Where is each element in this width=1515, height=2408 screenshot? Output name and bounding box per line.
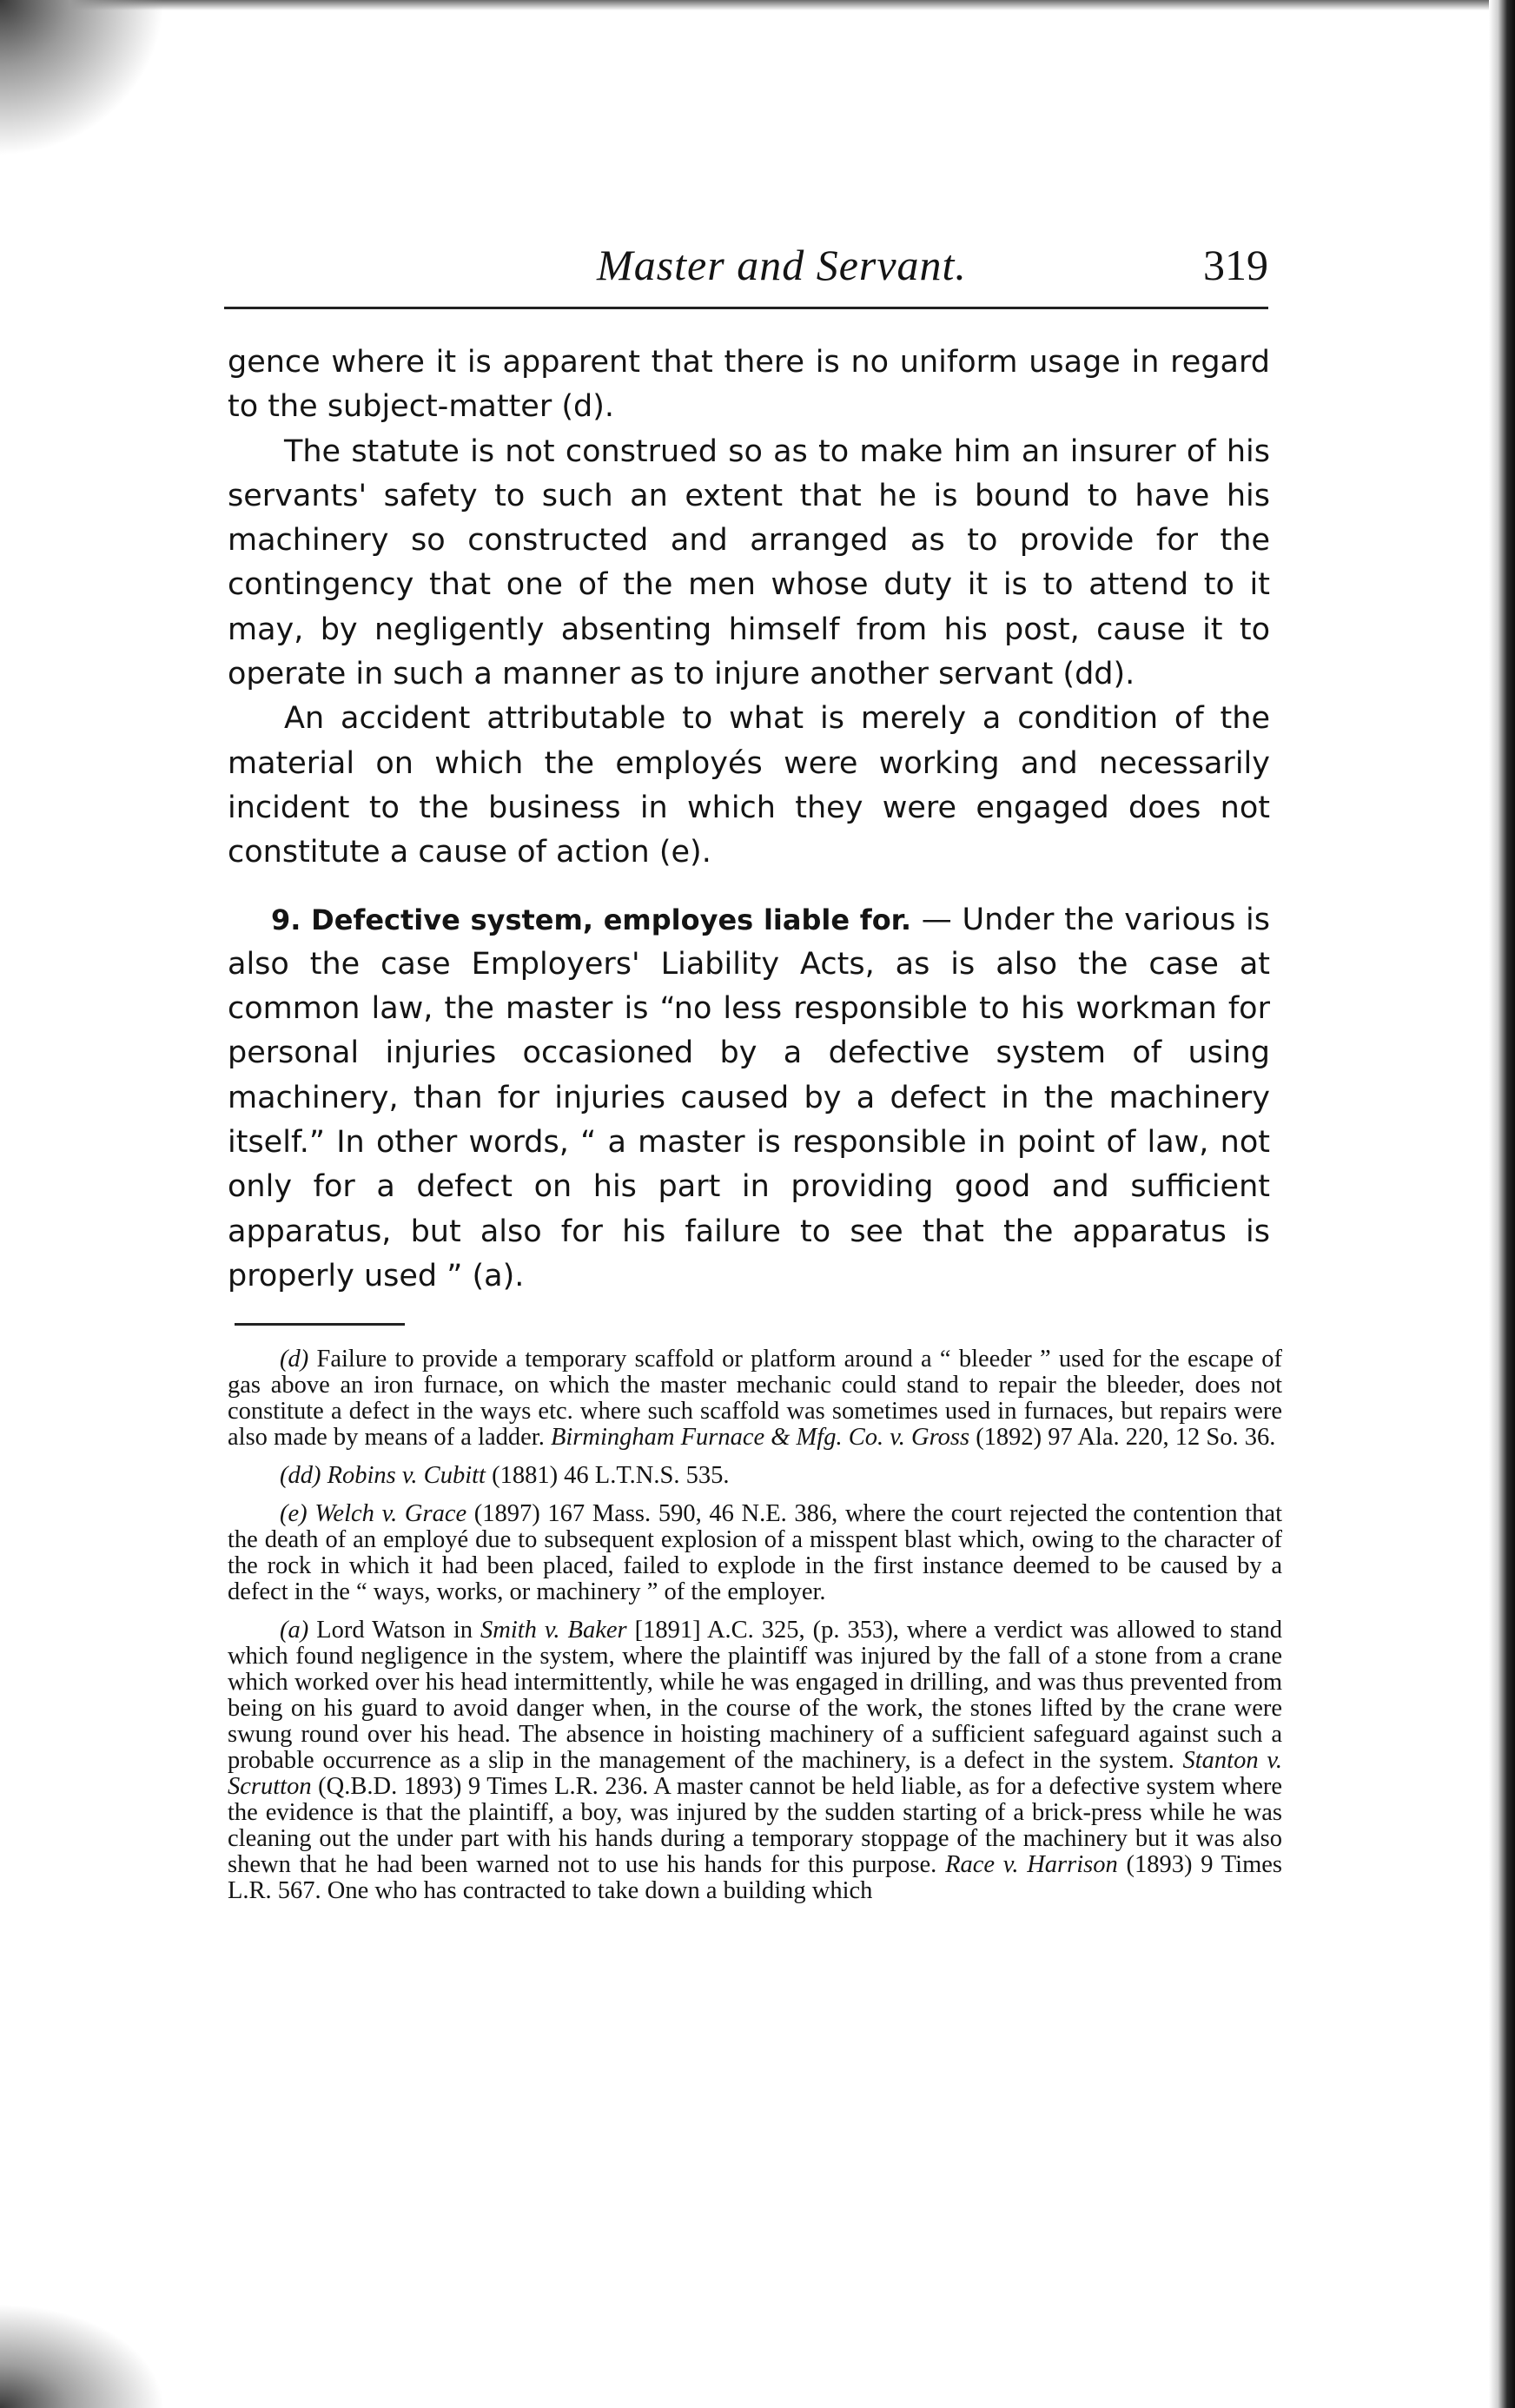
case-name: Birmingham Furnace & Mfg. Co. v. Gross xyxy=(550,1424,970,1451)
footnote-e xyxy=(228,1501,1282,1605)
section-9-paragraph xyxy=(228,898,1270,1300)
footnote-d xyxy=(228,1346,1282,1451)
section-heading: 9. Defective system, employes liable for. xyxy=(271,903,912,936)
case-name: Race v. Harrison xyxy=(945,1851,1118,1878)
footnote-rule xyxy=(235,1323,405,1326)
paragraph-statute: The statute is not construed so as to make him an insurer of his servants' safety to such an extent that he is bound to have his machinery so constructed and arranged as to provide for the contingency that one of the men whose duty it is to attend to it may, by negligently absenting himself from his post, cause it to operate in such a manner as to injure another servant (dd). xyxy=(228,433,1270,692)
footnote-text: [1891] A.C. 325, (p. 353), where a verdict was allowed to stand which found negligence in the system, where the plaintiff was injured by the fall of a stone from a crane which worked over his head intermittently, while he was engaged in drilling, and was thus prevented from being on his guard to avoid danger when, in the course of the work, the stones lifted by the crane were swung round over his head. The absence in hoisting machinery of a sufficient safeguard against such a probable occurrence as a slip in the management of the machinery, is a defect in the system. xyxy=(228,1617,1282,1774)
scan-edge-shadow-top-left xyxy=(0,0,165,156)
scan-edge-shadow-bottom-left xyxy=(0,2304,165,2408)
citation: (1892) 97 Ala. 220, 12 So. 36. xyxy=(969,1424,1276,1451)
footnote-mark: (a) xyxy=(280,1617,309,1644)
footnote-mark: (dd) xyxy=(280,1462,321,1489)
footnote-text: (Q.B.D. 1893) 9 Times L.R. 236. A master cannot be held liable, as for a defective system where the evidence is that the plaintiff, a boy, was injured by the sudden starting of a brick-press while he was cleaning out the under part with his hands during a temporary stoppage of the machinery but it was also shewn that he had been warned not to use his hands for this purpose. xyxy=(228,1773,1282,1878)
footnote-mark: (e) xyxy=(280,1500,308,1527)
citation: (1881) 46 L.T.N.S. 535. xyxy=(485,1462,730,1489)
running-title: Master and Servant. xyxy=(597,241,967,289)
footnote-dd xyxy=(228,1463,1282,1489)
case-name: Smith v. Baker xyxy=(480,1617,627,1644)
section-text: — Under the various is also the case Employers' Liability Acts, as is also the case at common law, the master is “no less responsible to his workman for personal injuries occasioned by a defective system of using machinery, than for injuries caused by a defect in the machinery itself.” In other words, “ a master is responsible in point of law, not only for a defect on his part in providing good and sufficient apparatus, but also for his failure to see that the apparatus is properly used ” (a). xyxy=(228,902,1270,1293)
case-name: Robins v. Cubitt xyxy=(327,1462,486,1489)
case-name: Welch v. Grace xyxy=(314,1500,467,1527)
page-number: 319 xyxy=(1203,241,1268,289)
footnote-text: Lord Watson in xyxy=(308,1617,480,1644)
header-rule xyxy=(224,307,1268,309)
footnote-text: (1893) 9 Times L.R. 567. One who has contracted to take down a building which xyxy=(228,1851,1282,1904)
paragraph-accident: An accident attributable to what is merely a condition of the material on which the employés were working and necessarily incident to the business in which they were engaged does not constitute a cause of action (e). xyxy=(228,701,1270,870)
scan-edge-right xyxy=(1489,0,1515,2408)
footnote-text: (1897) 167 Mass. 590, 46 N.E. 386, where the court rejected the contention that the death of an employé due to subsequent explosion of a misspent blast which, owing to the character of the rock in which it had been placed, failed to explode in the first instance deemed to be caused by a defect in the “ ways, works, or machinery ” of the employer. xyxy=(228,1500,1282,1605)
paragraph-continuation: gence where it is apparent that there is no uniform usage in regard to the subject-matter (d). xyxy=(228,345,1270,425)
footnote-mark: (d) xyxy=(280,1346,309,1373)
footnote-text: Failure to provide a temporary scaffold or platform around a “ bleeder ” used for the escape of gas above an iron furnace, on which the master mechanic could stand to repair the bleeder, does not constitute a defect in the ways etc. where such scaffold was sometimes used in furnaces, but repairs were also made by means of a ladder. xyxy=(228,1346,1282,1451)
body-text xyxy=(228,341,1270,1299)
running-header xyxy=(226,240,1268,309)
case-name: Stanton v. Scrutton xyxy=(228,1747,1282,1800)
footnotes xyxy=(228,1346,1282,1916)
footnote-a xyxy=(228,1617,1282,1904)
scan-edge-top xyxy=(0,0,1515,10)
